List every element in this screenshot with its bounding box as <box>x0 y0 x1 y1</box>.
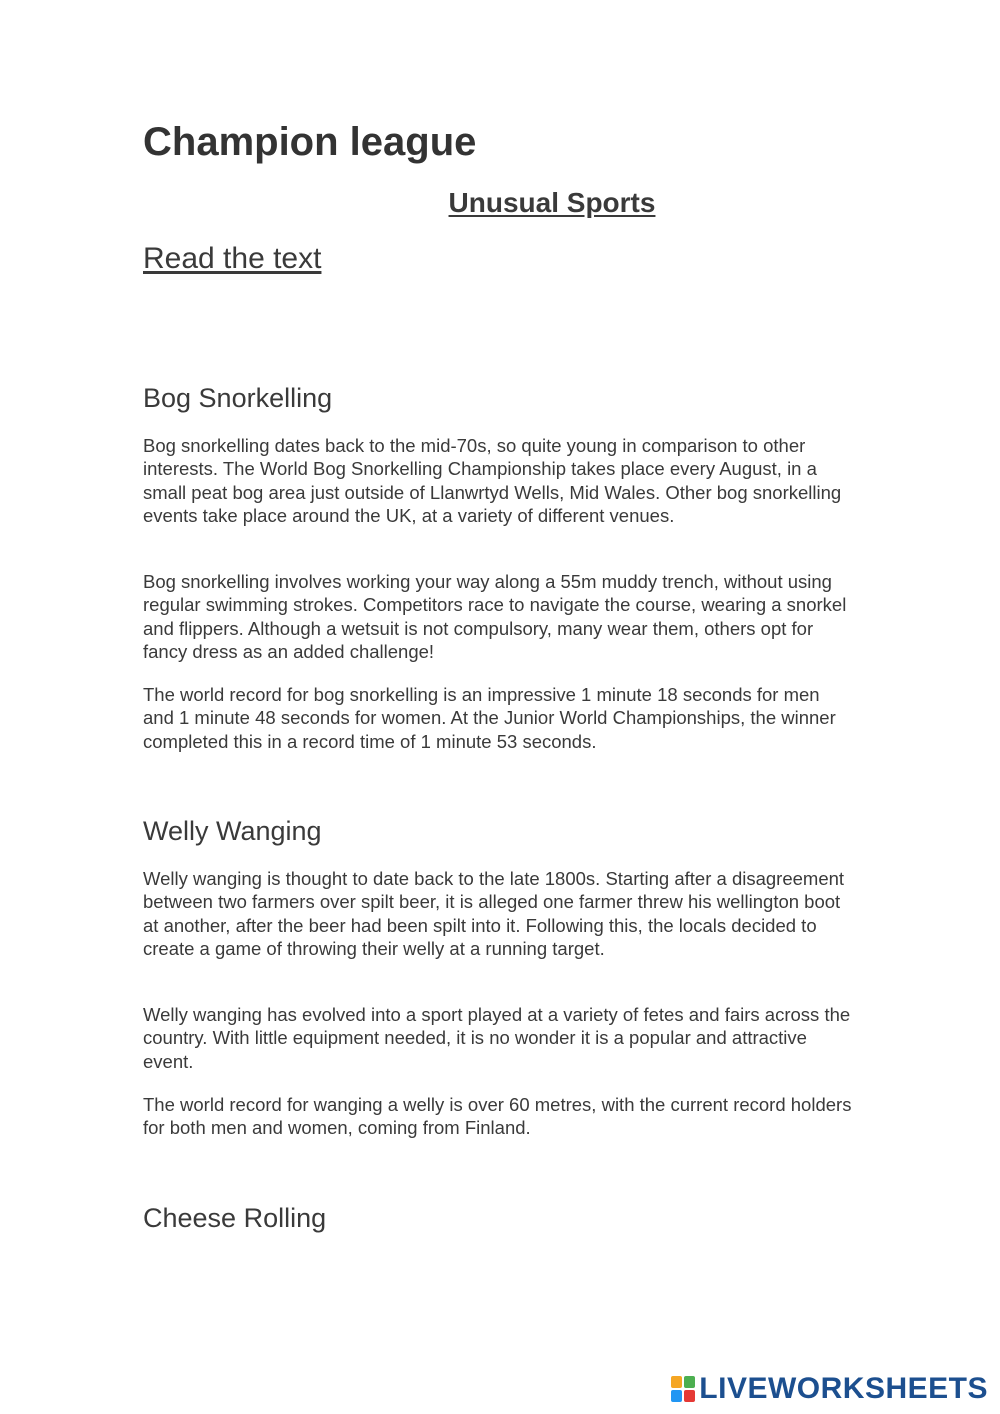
page-title: Champion league <box>143 120 477 164</box>
section-heading-welly-wanging: Welly Wanging <box>143 816 322 846</box>
paragraph: Welly wanging is thought to date back to the late 1800s. Starting after a disagreement between two farmers over spilt beer, it is alleged one farmer threw his wellington boot at another, after the beer had been spilt into it. Following this, the locals decided to create a game of throwing their welly at a running target. <box>143 868 845 959</box>
section-heading-cheese-rolling: Cheese Rolling <box>143 1203 327 1233</box>
brand-name: LIVEWORKSHEETS <box>699 1372 988 1405</box>
liveworksheets-logo-icon <box>671 1376 695 1402</box>
section-heading-bog-snorkelling: Bog Snorkelling <box>143 383 333 413</box>
paragraph: The world record for bog snorkelling is an impressive 1 minute 18 seconds for men and 1 minute 48 seconds for women. At the Junior World Championships, the winner completed this in a record time of 1 minute 53 seconds. <box>143 684 836 752</box>
paragraph: Bog snorkelling involves working your way along a 55m muddy trench, without using regular swimming strokes. Competitors race to navigate the course, wearing a snorkel and flippers. Although a wetsuit is not compulsory, many wear them, others opt for fancy dress as an added challenge! <box>143 571 847 662</box>
liveworksheets-brand <box>671 1372 988 1406</box>
page-subtitle <box>0 185 1000 221</box>
logo-tile <box>671 1390 682 1402</box>
logo-tile <box>684 1376 695 1388</box>
logo-tile <box>684 1390 695 1402</box>
paragraph: Bog snorkelling dates back to the mid-70s, so quite young in comparison to other interests. The World Bog Snorkelling Championship takes place every August, in a small peat bog area just outside of Llanwrtyd Wells, Mid Wales. Other bog snorkelling events take place around the UK, at a variety of different venues. <box>143 435 842 526</box>
paragraph: The world record for wanging a welly is over 60 metres, with the current record holders for both men and women, coming from Finland. <box>143 1094 852 1139</box>
page-subtitle-text: Unusual Sports <box>448 187 656 218</box>
instruction-text: Read the text <box>143 242 322 275</box>
logo-tile <box>671 1376 682 1388</box>
paragraph: Welly wanging has evolved into a sport played at a variety of fetes and fairs across the country. With little equipment needed, it is no wonder it is a popular and attractive event. <box>143 1004 851 1072</box>
